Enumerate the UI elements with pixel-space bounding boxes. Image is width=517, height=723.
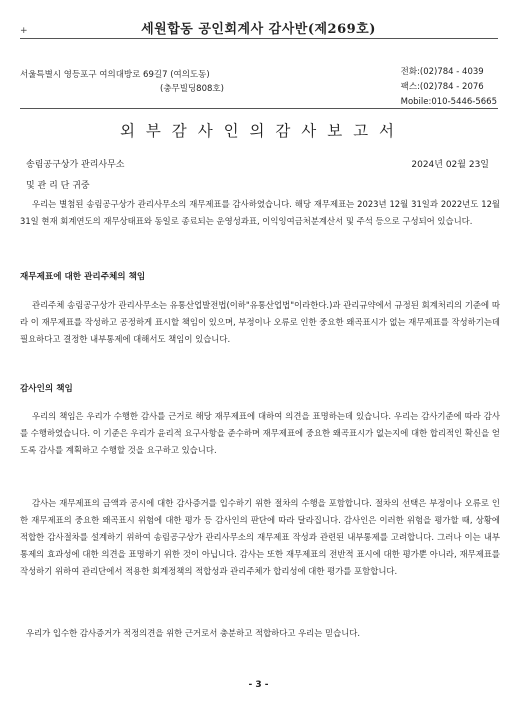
- management-paragraph: 관리주체 송림공구상가 관리사무소는 유통산업발전법(이하"유통산업법"이라한다.)과 관리규약에서 규정된 회계처리의 기준에 따라 이 재무제표를 작성하고 공정하게 표시할 책임이 있으며, 부정이나 오류로 인한 중요한 왜곡표시가 없는 재무제표를 작성하기는데 필요하다고 결정한 내부통제에 대해서도 책임이 있습니다.: [20, 300, 500, 344]
- contact-divider: [20, 108, 498, 109]
- auditor-paragraph-1: 우리의 책임은 우리가 수행한 감사를 근거로 해당 재무제표에 대하여 의견을 표명하는데 있습니다. 우리는 감사기준에 따라 감사를 수행하였습니다. 이 기준은 우리가 윤리적 요구사항을 준수하며 재무제표에 중요한 왜곡표시가 없는지에 대한 합리적인 확신을 얻도록 감사를 계획하고 수행할 것을 요구하고 있습니다.: [20, 411, 500, 455]
- report-date: 2024년 02월 23일: [411, 160, 489, 170]
- recipient: 송림공구상가 관리사무소: [26, 160, 125, 170]
- fax-number: 팩스:(02)784 - 2076: [400, 82, 484, 92]
- phone-number: 전화:(02)784 - 4039: [400, 67, 484, 77]
- conclusion-paragraph: 우리가 입수한 감사증거가 적정의견을 위한 근거로서 충분하고 적합하다고 우리는 믿습니다.: [26, 628, 361, 638]
- corner-mark: +: [20, 26, 28, 36]
- address-line-1: 서울특별시 영등포구 여의대방로 69길7 (여의도동): [20, 70, 210, 80]
- addressee: 및 관 리 단 귀중: [26, 181, 90, 191]
- intro-paragraph: 우리는 별첨된 송림공구상가 관리사무소의 재무제표를 감사하였습니다. 해당 재무제표는 2023년 12월 31일과 2022년도 12월 31일 현재 회계연도의 재무상태표와 동일로 종료되는 운영성과표, 이익잉여금처분계산서 및 주석 등으로 구성되어 있습니다.: [20, 199, 500, 226]
- header-divider: [20, 38, 498, 39]
- address-line-2: (충무빌딩808호): [160, 84, 224, 94]
- contact-block: [401, 65, 497, 110]
- auditor-paragraph-2: 감사는 재무제표의 금액과 공시에 대한 감사증거를 입수하기 위한 절차의 수행을 포함합니다. 절차의 선택은 부정이나 오류로 인한 재무제표의 중요한 왜곡표시 위험에 대한 평가 등 감사인의 판단에 따라 달라집니다. 감사인은 이러한 위험을 평가할 때, 상황에 적합한 감사절차를 설계하기 위하여 송림공구상가 관리사무소의 재무제표 작성과 관련된 내부통제를 고려합니다. 그러나 이는 내부통제의 효과성에 대한 의견을 표명하기 위한 것이 아닙니다. 감사는 또한 재무제표의 전반적 표시에 대한 평가뿐 아니라, 재무제표를 작성하기 위하여 관리단에서 적용한 회계정책의 적합성과 관리주체가 합리성에 대한 평가를 포함합니다.: [20, 498, 500, 576]
- auditor-heading: 감사인의 책임: [20, 384, 73, 394]
- page-number: - 3 -: [248, 680, 269, 690]
- document-title: 외 부 감 사 인 의 감 사 보 고 서: [120, 122, 397, 140]
- mobile-number: Mobile:010-5446-5665: [400, 97, 497, 107]
- firm-name: 세원합동 공인회계사 감사반(제269호): [141, 22, 376, 37]
- management-heading: 재무제표에 대한 관리주체의 책임: [20, 272, 146, 282]
